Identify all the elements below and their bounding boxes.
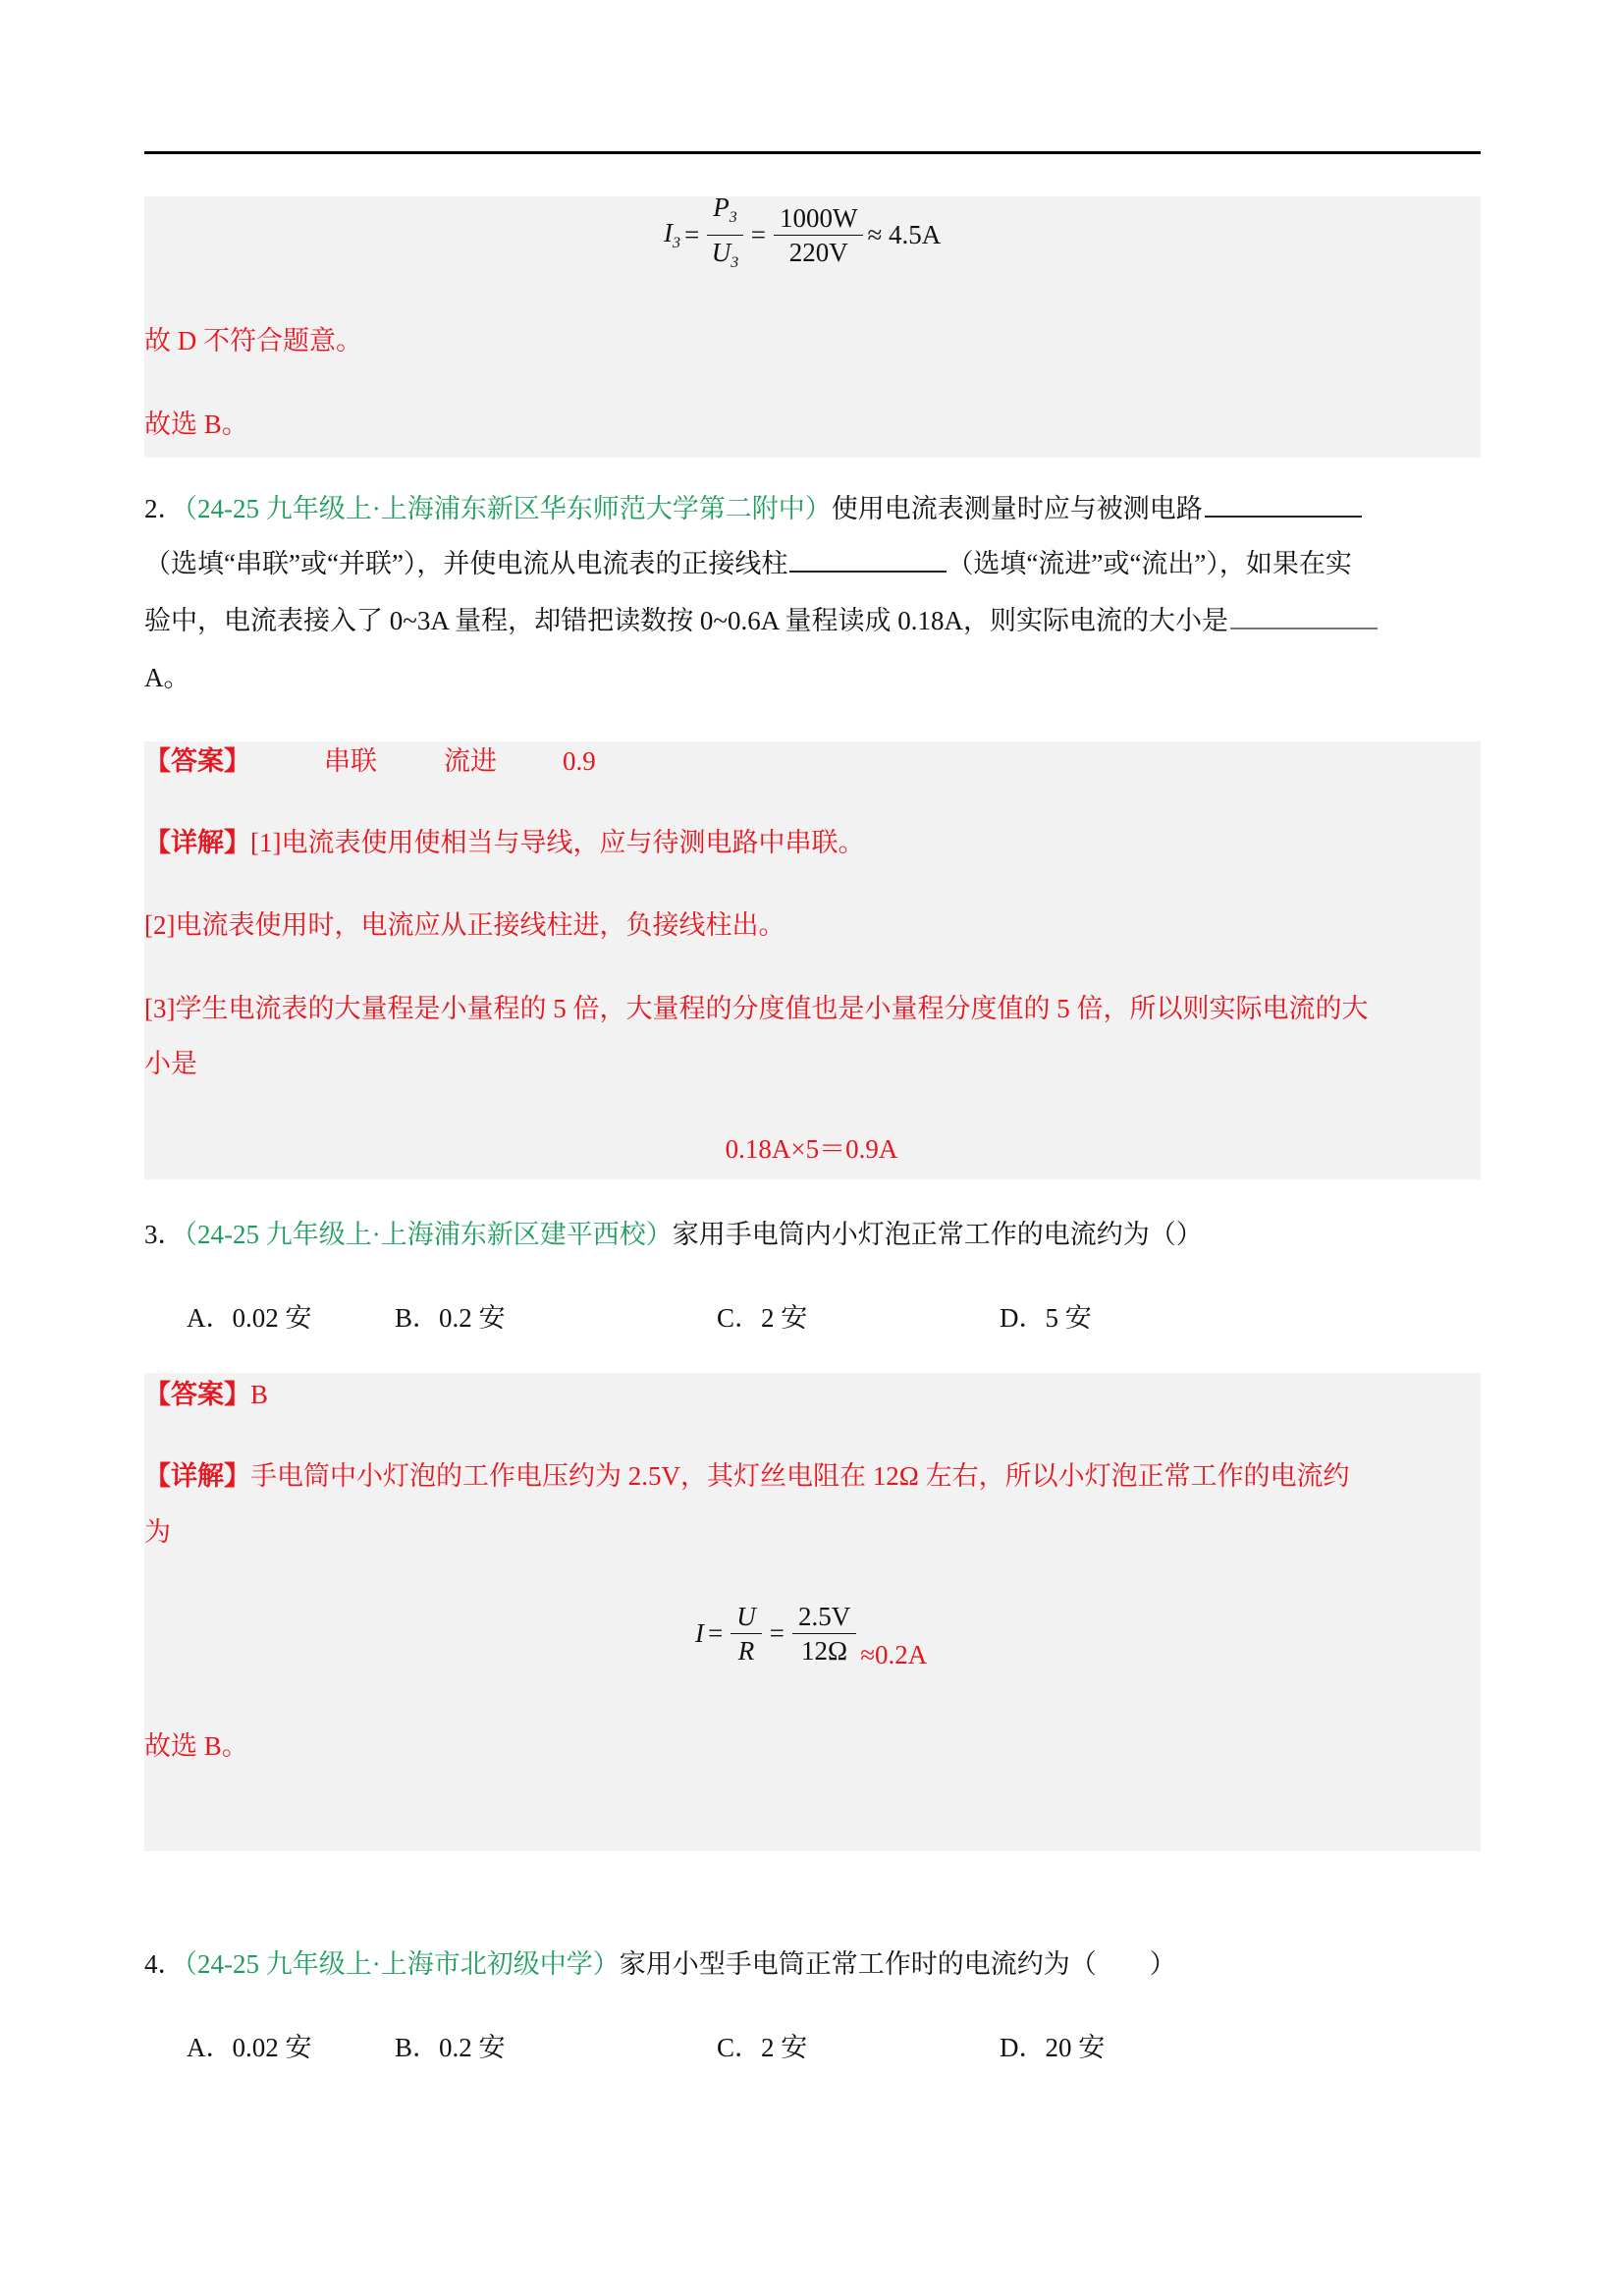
header-rule — [144, 151, 1481, 154]
q4-text: 家用小型手电筒正常工作时的电流约为（ ） — [619, 1949, 1176, 1979]
fraction-u-over-r: $\frac{U}{R}$ — [730, 1602, 762, 1666]
q4-source: （24-25 九年级上·上海市北初级中学） — [184, 1949, 620, 1979]
conclusion-d: 故 D 不符合题意。 — [144, 326, 362, 355]
formula-current-i3: $I_3$ = $\frac{P_3}{U_3}$ = $\frac{1000W}{220V}$ ≈ 4.5A — [664, 196, 941, 273]
q2-detail-2: [2]电流表使用时，电流应从正接线柱进，负接线柱出。 — [144, 910, 785, 940]
q2-answer-label: 【答案】 — [144, 746, 250, 776]
q3-detail-a-text: 手电筒中小灯泡的工作电压约为 2.5V，其灯丝电阻在 12Ω 左右，所以小灯泡正常工作的电流约 — [250, 1461, 1350, 1491]
q2-blank-2[interactable] — [789, 547, 947, 573]
q2-detail-3a: [3]学生电流表的大量程是小量程的 5 倍，大量程的分度值也是小量程分度值的 5 倍，所以则实际电流的大 — [144, 994, 1369, 1023]
q3-formula: I = $\frac{U}{R}$ = $\frac{2.5V}{12\Omega}$ ≈0.2A — [695, 1601, 928, 1669]
q3-answer-row — [144, 1378, 268, 1411]
q2-detail-3b: 小是 — [144, 1049, 197, 1078]
q2-answer-2: 流进 — [444, 746, 497, 776]
q3-answer-label: 【答案】 — [144, 1380, 250, 1409]
q3-option-d[interactable]: D．5 安 — [1000, 1303, 1092, 1333]
q3-answer-value: B — [250, 1380, 269, 1409]
q2-line-3 — [144, 604, 1378, 637]
q2-blank-3[interactable] — [1230, 604, 1378, 629]
fraction-2-5v-over-12ohm: $\frac{2.5V}{12\Omega}$ — [792, 1602, 856, 1666]
q3-option-a[interactable]: A．0.02 安 — [187, 1303, 312, 1333]
q2-blank-1[interactable] — [1205, 492, 1362, 518]
q2-answer-1: 串联 — [324, 746, 377, 776]
q3-detail-label: 【详解】 — [144, 1461, 250, 1491]
answer-box-q2 — [144, 741, 1481, 1179]
q2-text-d: 验中，电流表接入了 0~3A 量程，却错把读数按 0~0.6A 量程读成 0.18A，则实际电流的大小是 — [144, 606, 1228, 635]
formula-result: ≈ 4.5A — [867, 219, 942, 249]
q2-line-4 — [144, 661, 190, 694]
q2-answer-3: 0.9 — [563, 746, 596, 776]
conclusion-b: 故选 B。 — [144, 410, 248, 439]
q4-line — [144, 1947, 1176, 1981]
q4-number: 4． — [144, 1949, 185, 1979]
q2-text-a: 使用电流表测量时应与被测电路 — [831, 494, 1203, 523]
q4-option-a[interactable]: A．0.02 安 — [187, 2033, 312, 2062]
q3-number: 3． — [144, 1220, 185, 1249]
q2-detail-label: 【详解】 — [144, 828, 250, 857]
formula-lhs: $I_3$ — [664, 217, 680, 251]
q2-source: （24-25 九年级上·上海浦东新区华东师范大学第二附中） — [184, 494, 832, 523]
q2-number: 2． — [144, 494, 185, 523]
q2-answer-row — [144, 744, 250, 778]
q4-option-d[interactable]: D．20 安 — [1000, 2033, 1106, 2062]
q3-detail-a — [144, 1459, 1350, 1493]
q2-formula-text: 0.18A×5＝0.9A — [725, 1134, 898, 1164]
q3-detail-b: 为 — [144, 1517, 171, 1547]
fraction-p-over-u: $\frac{P_3}{U_3}$ — [707, 192, 743, 278]
q3-text: 家用手电筒内小灯泡正常工作的电流约为（） — [672, 1220, 1203, 1249]
q3-option-c[interactable]: C．2 安 — [717, 1303, 808, 1333]
q2-formula — [0, 1132, 1623, 1166]
q3-conclusion: 故选 B。 — [144, 1731, 248, 1761]
q2-detail-1-text: [1]电流表使用使相当与导线，应与待测电路中串联。 — [250, 828, 865, 857]
q2-line-1 — [144, 492, 1362, 525]
fraction-1000w-over-220v: $\frac{1000W}{220V}$ — [774, 203, 863, 267]
q2-line-2 — [144, 547, 1352, 580]
q2-detail-1 — [144, 826, 864, 859]
q3-line — [144, 1218, 1203, 1251]
q3-option-b[interactable]: B．0.2 安 — [395, 1303, 506, 1333]
q2-text-b: （选填“串联”或“并联”），并使电流从电流表的正接线柱 — [144, 549, 788, 578]
q4-option-c[interactable]: C．2 安 — [717, 2033, 808, 2062]
q2-text-c: （选填“流进”或“流出”），如果在实 — [947, 549, 1352, 578]
q4-option-b[interactable]: B．0.2 安 — [395, 2033, 506, 2062]
q2-text-e: A。 — [144, 663, 190, 692]
q3-formula-result: ≈0.2A — [860, 1639, 928, 1669]
q3-formula-lhs: I — [695, 1617, 704, 1648]
q3-source: （24-25 九年级上·上海浦东新区建平西校） — [184, 1220, 673, 1249]
